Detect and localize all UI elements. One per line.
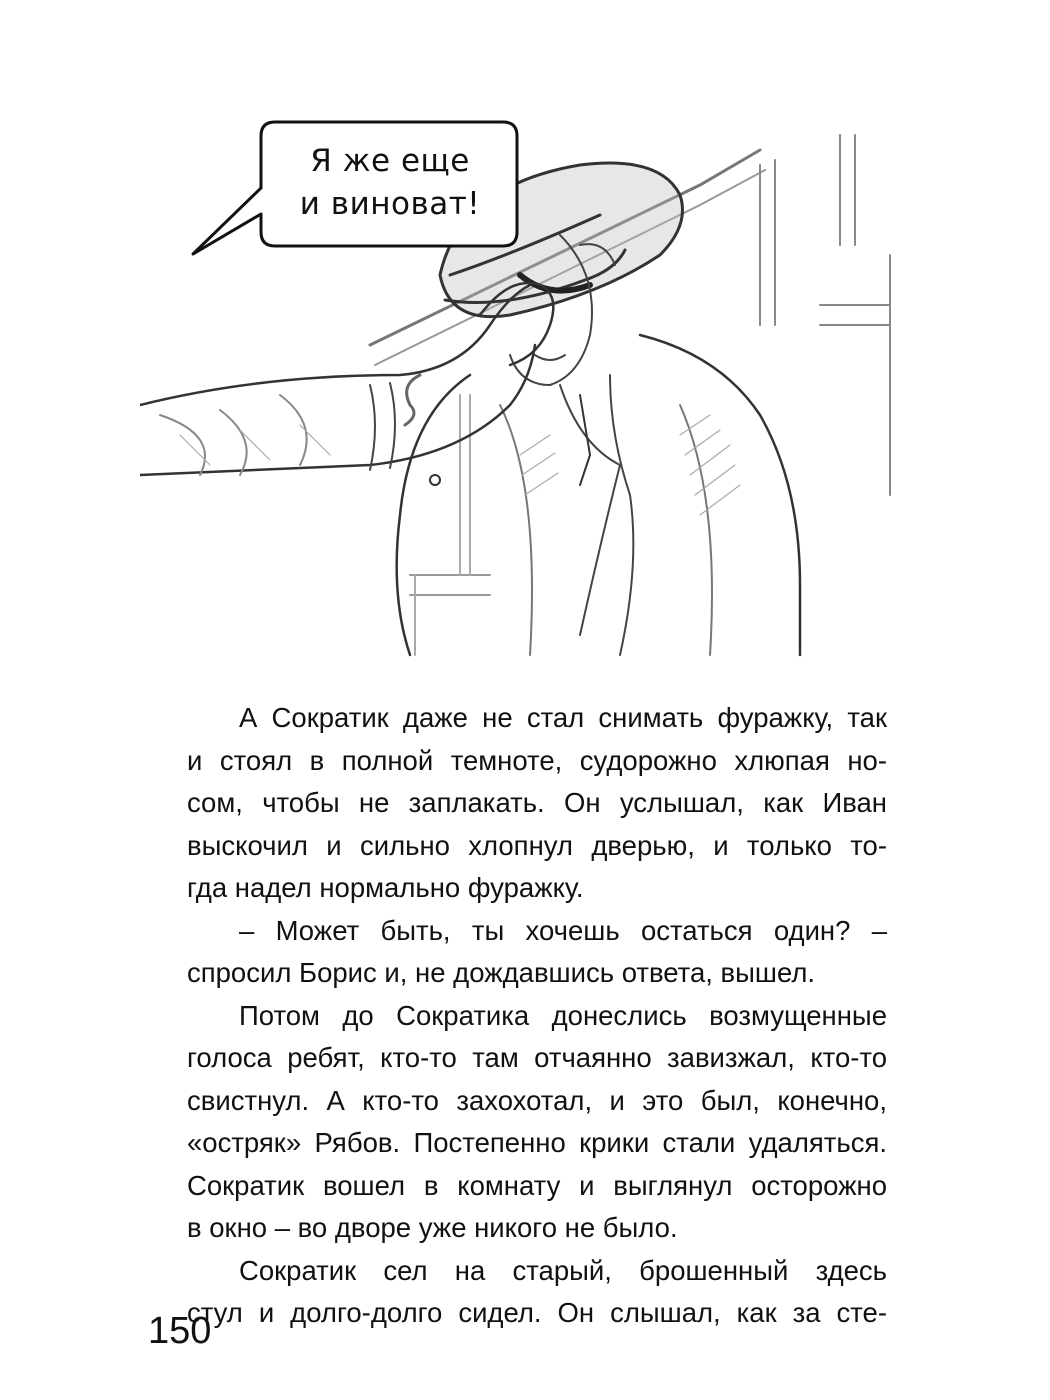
- text-line: Сократик сел на старый, брошенный здесь: [239, 1254, 887, 1286]
- speech-bubble: [255, 122, 517, 246]
- paragraph-4: [187, 1250, 887, 1335]
- speech-line-1: Я же еще: [310, 143, 470, 179]
- text-line: гда надел нормально фуражку.: [187, 872, 584, 903]
- speech-bubble-text: [275, 140, 505, 226]
- text-line: Потом до Сократика донеслись возмущенные: [239, 999, 887, 1031]
- text-line: в окно – во дворе уже никого не было.: [187, 1212, 678, 1243]
- page-number: 150: [148, 1310, 212, 1352]
- text-line: Сократик вошел в комнату и выглянул осторожно: [187, 1169, 887, 1201]
- text-line: «остряк» Рябов. Постепенно крики стали удаляться.: [187, 1127, 887, 1158]
- text-line: голоса ребят, кто-то там отчаянно завизжал, кто-то: [187, 1042, 887, 1073]
- text-line: сом, чтобы не заплакать. Он услышал, как Иван: [187, 787, 887, 818]
- speech-line-2: и виноват!: [299, 186, 481, 222]
- text-line: выскочил и сильно хлопнул дверью, и только то-: [187, 829, 887, 861]
- paragraph-2: [187, 910, 887, 995]
- text-line: А Сократик даже не стал снимать фуражку, так: [239, 702, 887, 733]
- paragraph-1: [187, 697, 887, 910]
- text-line: спросил Борис и, не дождавшись ответа, вышел.: [187, 957, 816, 988]
- text-line: – Может быть, ты хочешь остаться один? –: [239, 914, 887, 946]
- text-line: свистнул. А кто-то захохотал, и это был, конечно,: [187, 1084, 887, 1116]
- paragraph-3: [187, 995, 887, 1250]
- body-text: [187, 697, 887, 1335]
- text-line: и стоял в полной темноте, судорожно хлюпая но-: [187, 744, 887, 776]
- text-line: стул и долго-долго сидел. Он слышал, как за сте-: [187, 1297, 887, 1328]
